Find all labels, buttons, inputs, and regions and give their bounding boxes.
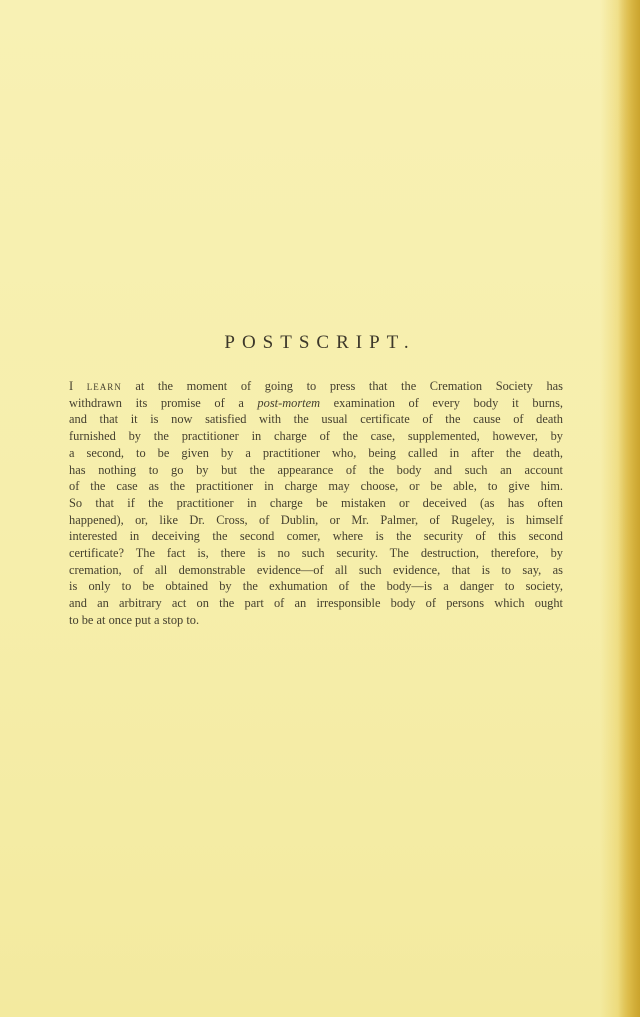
paragraph-line: happened), or, like Dr. Cross, of Dublin, or Mr. Palmer, of Rugeley, is himself	[69, 512, 563, 527]
paragraph-line: interested in deceiving the second comer, where is the security of this second	[69, 529, 563, 544]
paragraph-line: So that if the practitioner in charge be mistaken or deceived (as has often	[69, 495, 563, 510]
paragraph-line: I learn at the moment of going to press that the Cremation Society has	[69, 379, 563, 393]
paragraph-line: of the case as the practitioner in charge may choose, or be able, to give him.	[69, 479, 563, 494]
small-caps-word: learn	[86, 379, 122, 393]
paragraph-line: withdrawn its promise of a post-mortem examination of every body it burns,	[69, 395, 564, 410]
italic-term: post-mortem	[257, 395, 321, 410]
page-title: POSTSCRIPT.	[224, 332, 416, 353]
page-edge-shading	[618, 0, 640, 1017]
paragraph-line: cremation, of all demonstrable evidence—of all such evidence, that is to say, as	[69, 562, 563, 577]
paragraph-line: furnished by the practitioner in charge of the case, supplemented, however, by	[69, 429, 563, 444]
paragraph-line: and an arbitrary act on the part of an irresponsible body of persons which ought	[69, 596, 563, 611]
paragraph-line: and that it is now satisfied with the usual certificate of the cause of death	[69, 412, 563, 427]
paragraph-line: certificate? The fact is, there is no such security. The destruction, therefore, by	[69, 546, 563, 561]
paragraph-line: a second, to be given by a practitioner who, being called in after the death,	[69, 445, 563, 460]
paragraph-line: has nothing to go by but the appearance of the body and such an account	[69, 462, 563, 477]
postscript-paragraph	[69, 378, 563, 629]
paragraph-line: to be at once put a stop to.	[69, 612, 200, 627]
paragraph-line: is only to be obtained by the exhumation of the body—is a danger to society,	[69, 579, 563, 594]
